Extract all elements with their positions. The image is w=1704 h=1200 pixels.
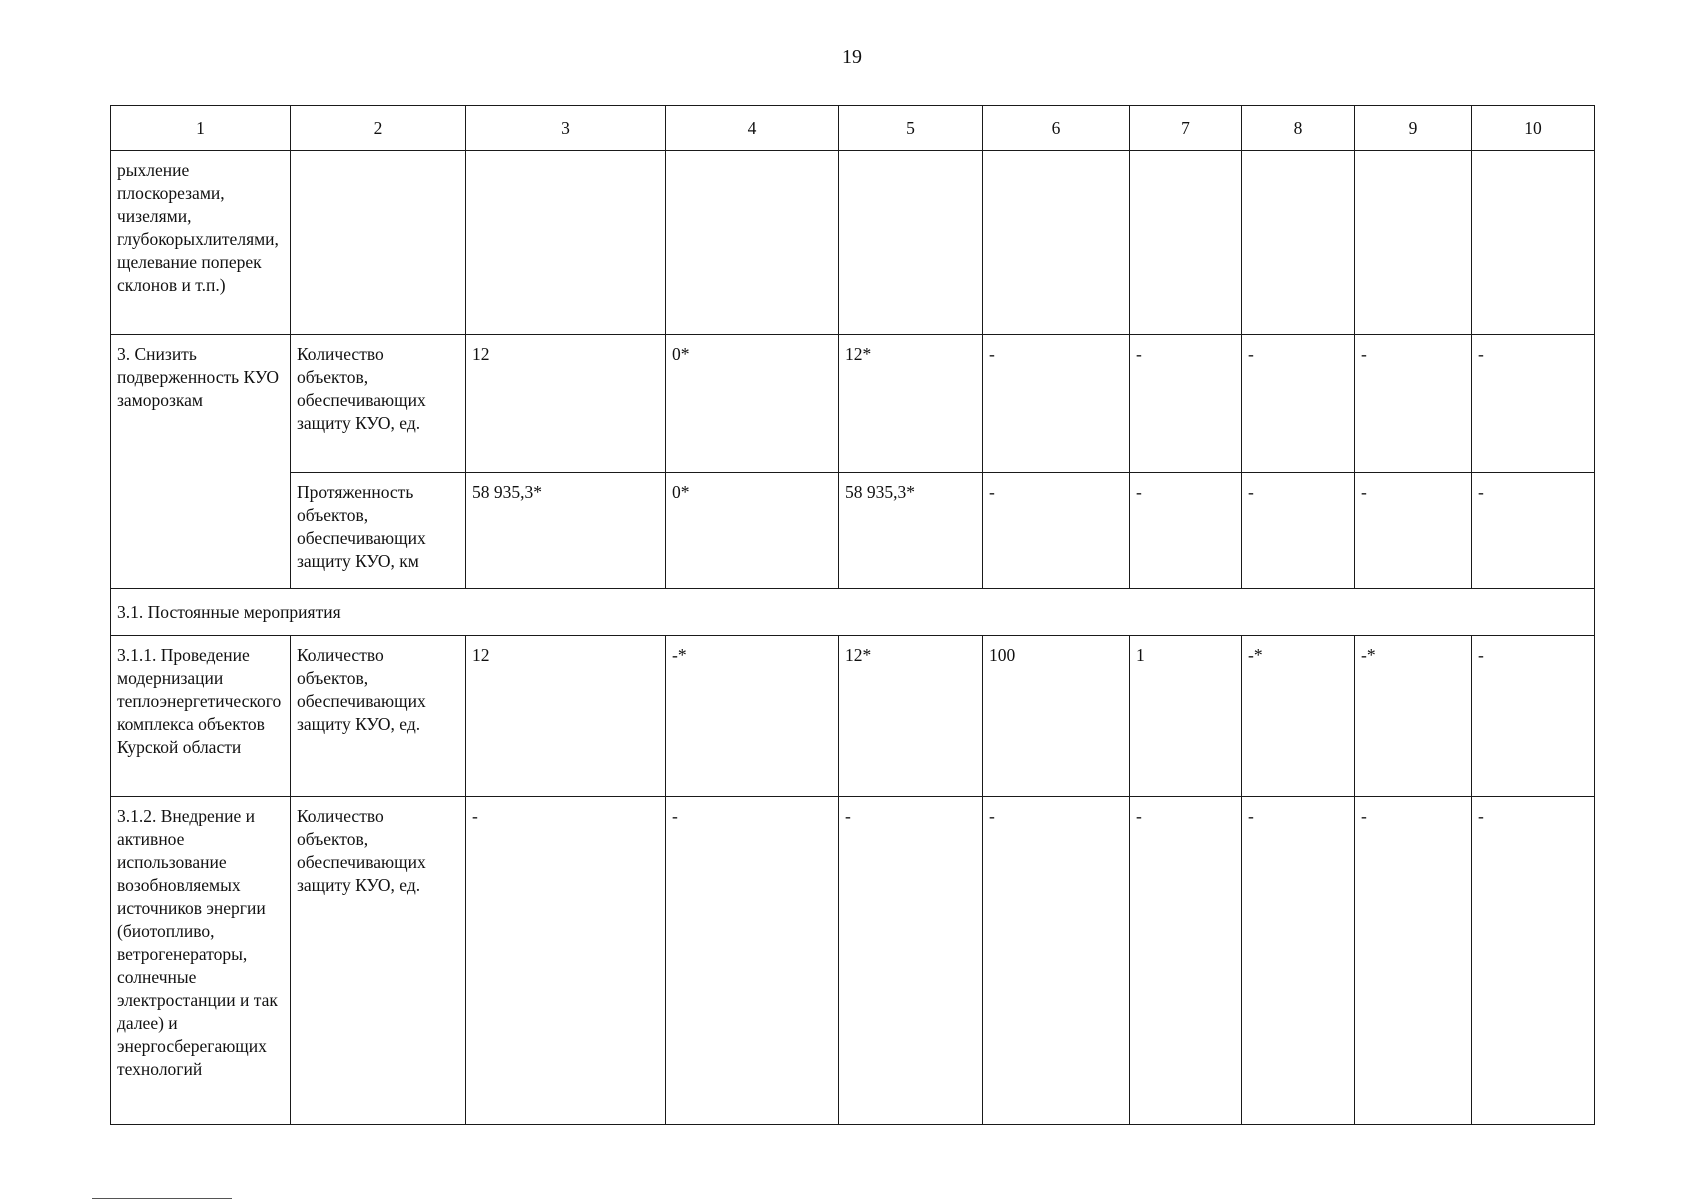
table-cell [1130,151,1242,335]
table-cell: - [983,335,1130,473]
column-header: 4 [666,106,839,151]
table-cell: 12* [839,636,983,797]
table-cell: 0* [666,335,839,473]
measure-cell: 3.1.2. Внедрение и активное использование возобновляемых источников энергии (биотопливо, ветрогенераторы, солнечные электростанции и так далее) и энергосберегающих технологий [111,797,291,1125]
document-table [110,105,1595,1125]
column-header: 8 [1242,106,1355,151]
section-row [111,589,1595,636]
table-cell [1472,151,1595,335]
column-header: 9 [1355,106,1472,151]
table-cell: - [1472,335,1595,473]
table-cell: - [1130,335,1242,473]
page-number: 19 [842,46,862,68]
table-cell [983,151,1130,335]
indicator-cell: Количество объектов, обеспечивающих защиту КУО, ед. [291,335,466,473]
table-cell: - [839,797,983,1125]
indicator-cell: Количество объектов, обеспечивающих защиту КУО, ед. [291,636,466,797]
table-cell: 12 [466,335,666,473]
table-cell: - [983,473,1130,589]
measure-cell: 3.1.1. Проведение модернизации теплоэнергетического комплекса объектов Курской области [111,636,291,797]
table-row [111,636,1595,797]
table-cell: - [466,797,666,1125]
table-cell [466,151,666,335]
table-row [111,473,1595,589]
table-cell: 58 935,3* [466,473,666,589]
table-cell: - [1130,473,1242,589]
column-header: 10 [1472,106,1595,151]
table-header-row [111,106,1595,151]
table-cell: 12 [466,636,666,797]
indicator-cell: Количество объектов, обеспечивающих защиту КУО, ед. [291,797,466,1125]
table-row [111,151,1595,335]
column-header: 7 [1130,106,1242,151]
table-cell [1242,151,1355,335]
table-cell: - [1242,797,1355,1125]
table-cell: 58 935,3* [839,473,983,589]
table-row [111,797,1595,1125]
column-header: 1 [111,106,291,151]
column-header: 2 [291,106,466,151]
table-cell [839,151,983,335]
indicator-cell: Протяженность объектов, обеспечивающих защиту КУО, км [291,473,466,589]
goal-cell: 3. Снизить подверженность КУО заморозкам [111,335,291,589]
table-cell: 1 [1130,636,1242,797]
table-cell: - [1242,335,1355,473]
table-cell: -* [666,636,839,797]
section-heading: 3.1. Постоянные мероприятия [111,589,1595,636]
table-cell: - [1472,473,1595,589]
table-cell [666,151,839,335]
table-cell: - [1355,797,1472,1125]
table-cell: - [1355,473,1472,589]
table-cell: -* [1355,636,1472,797]
table-cell: - [983,797,1130,1125]
column-header: 6 [983,106,1130,151]
table-row [111,335,1595,473]
column-header: 5 [839,106,983,151]
table-cell: 12* [839,335,983,473]
table-cell: 100 [983,636,1130,797]
table-cell [291,151,466,335]
table-cell: - [1472,636,1595,797]
table-cell: - [1242,473,1355,589]
bottom-rule [92,1198,232,1199]
table-cell: - [1355,335,1472,473]
table-cell: - [1130,797,1242,1125]
table-cell: - [1472,797,1595,1125]
table-cell: рыхление плоскорезами, чизелями, глубокорыхлителями, щелевание поперек склонов и т.п.) [111,151,291,335]
table-cell: - [666,797,839,1125]
table-cell: -* [1242,636,1355,797]
table-cell: 0* [666,473,839,589]
table-cell [1355,151,1472,335]
column-header: 3 [466,106,666,151]
